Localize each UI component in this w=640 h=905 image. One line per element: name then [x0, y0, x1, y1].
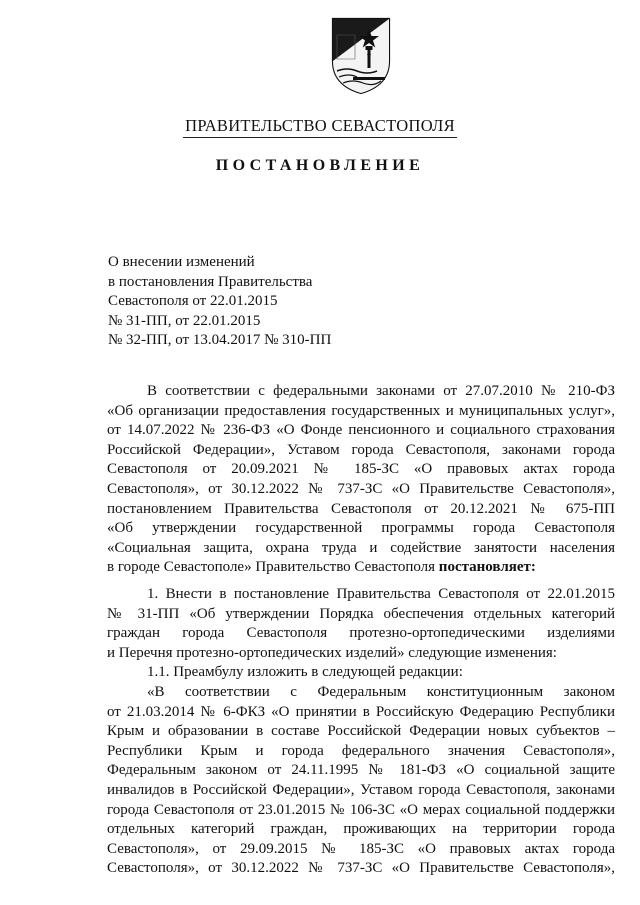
text-line: Севастополя», от 30.12.2022 № 737-ЗС «О Правительстве Севастополя»,: [107, 860, 615, 877]
text-line: № 31-ПП «Об утверждении Порядка обеспечения отдельных категорий: [107, 605, 615, 622]
text-line: инвалидов в Российской Федерации», Уставом города Севастополя, законами: [107, 781, 615, 798]
preamble-paragraph: [107, 382, 615, 578]
document-subject: [108, 253, 331, 351]
text-line: В соответствии с федеральными законами от 27.07.2010 № 210-ФЗ: [147, 383, 615, 399]
organization-name: [0, 116, 640, 138]
text-line: от 21.03.2014 № 6-ФКЗ «О принятии в Российскую Федерацию Республики: [107, 703, 615, 720]
text-line: Федеральным законом от 24.11.1995 № 181-ФЗ «О социальной защите: [107, 762, 615, 779]
text-fragment: в городе Севастополе» Правительство Севастополя: [107, 559, 439, 576]
text-line: Севастополя», от 30.12.2022 № 737-ЗС «О Правительстве Севастополя»,: [107, 480, 615, 497]
text-line: Севастополя», от 29.09.2015 № 185-ЗС «О правовых актах города: [107, 840, 615, 857]
resolution-word: постановляет: [438, 559, 531, 576]
sevastopol-coat-of-arms-icon: [327, 15, 395, 95]
text-line: Российской Федерации», Уставом города Севастополя, законами города: [107, 441, 615, 458]
document-type-title: ПОСТАНОВЛЕНИЕ: [215, 157, 425, 174]
text-line: города Севастополя от 23.01.2015 № 106-ЗС «О мерах социальной поддержки: [107, 801, 615, 818]
text-line: 1. Внести в постановление Правительства Севастополя от 22.01.2015: [147, 586, 615, 602]
subject-line: № 31-ПП, от 22.01.2015: [108, 312, 261, 329]
text-line: [107, 558, 615, 578]
text-line: 1.1. Преамбулу изложить в следующей редакции:: [147, 664, 463, 681]
text-line: от 14.07.2022 № 236-ФЗ «О Фонде пенсионного и социального страхования: [107, 422, 615, 439]
text-line: «Об организации предоставления государственных и муниципальных услуг»,: [107, 402, 615, 419]
organization-name-text: ПРАВИТЕЛЬСТВО СЕВАСТОПОЛЯ: [183, 116, 457, 138]
text-line: «Об утверждении государственной программы города Севастополя: [107, 520, 615, 537]
text-line: «В соответствии с Федеральным конституционным законом: [147, 683, 615, 700]
text-line: граждан города Севастополя протезно-ортопедическими изделиями: [107, 625, 615, 642]
text-line: «Социальная защита, охрана труда и содействие занятости населения: [107, 539, 615, 556]
text-line: и Перечня протезно-ортопедических изделий» следующие изменения:: [107, 644, 557, 661]
text-line: Крым и образовании в составе Российской Федерации новых субъектов –: [107, 723, 615, 740]
text-line: отдельных категорий граждан, проживающих на территории города: [107, 821, 615, 838]
subject-line: № 32-ПП, от 13.04.2017 № 310-ПП: [108, 332, 332, 348]
subject-line: О внесении изменений: [108, 254, 255, 270]
text-line: Республики Крым и города федерального значения Севастополя»,: [107, 742, 615, 759]
text-line: Севастополя от 20.09.2021 № 185-ЗС «О правовых актах города: [107, 461, 615, 478]
amendment-item: [107, 585, 615, 879]
subject-line: Севастополя от 22.01.2015: [108, 293, 278, 309]
text-line: постановлением Правительства Севастополя от 20.12.2021 № 675-ПП: [107, 500, 615, 517]
resolution-colon: :: [530, 559, 536, 576]
subject-line: в постановления Правительства: [108, 273, 313, 290]
